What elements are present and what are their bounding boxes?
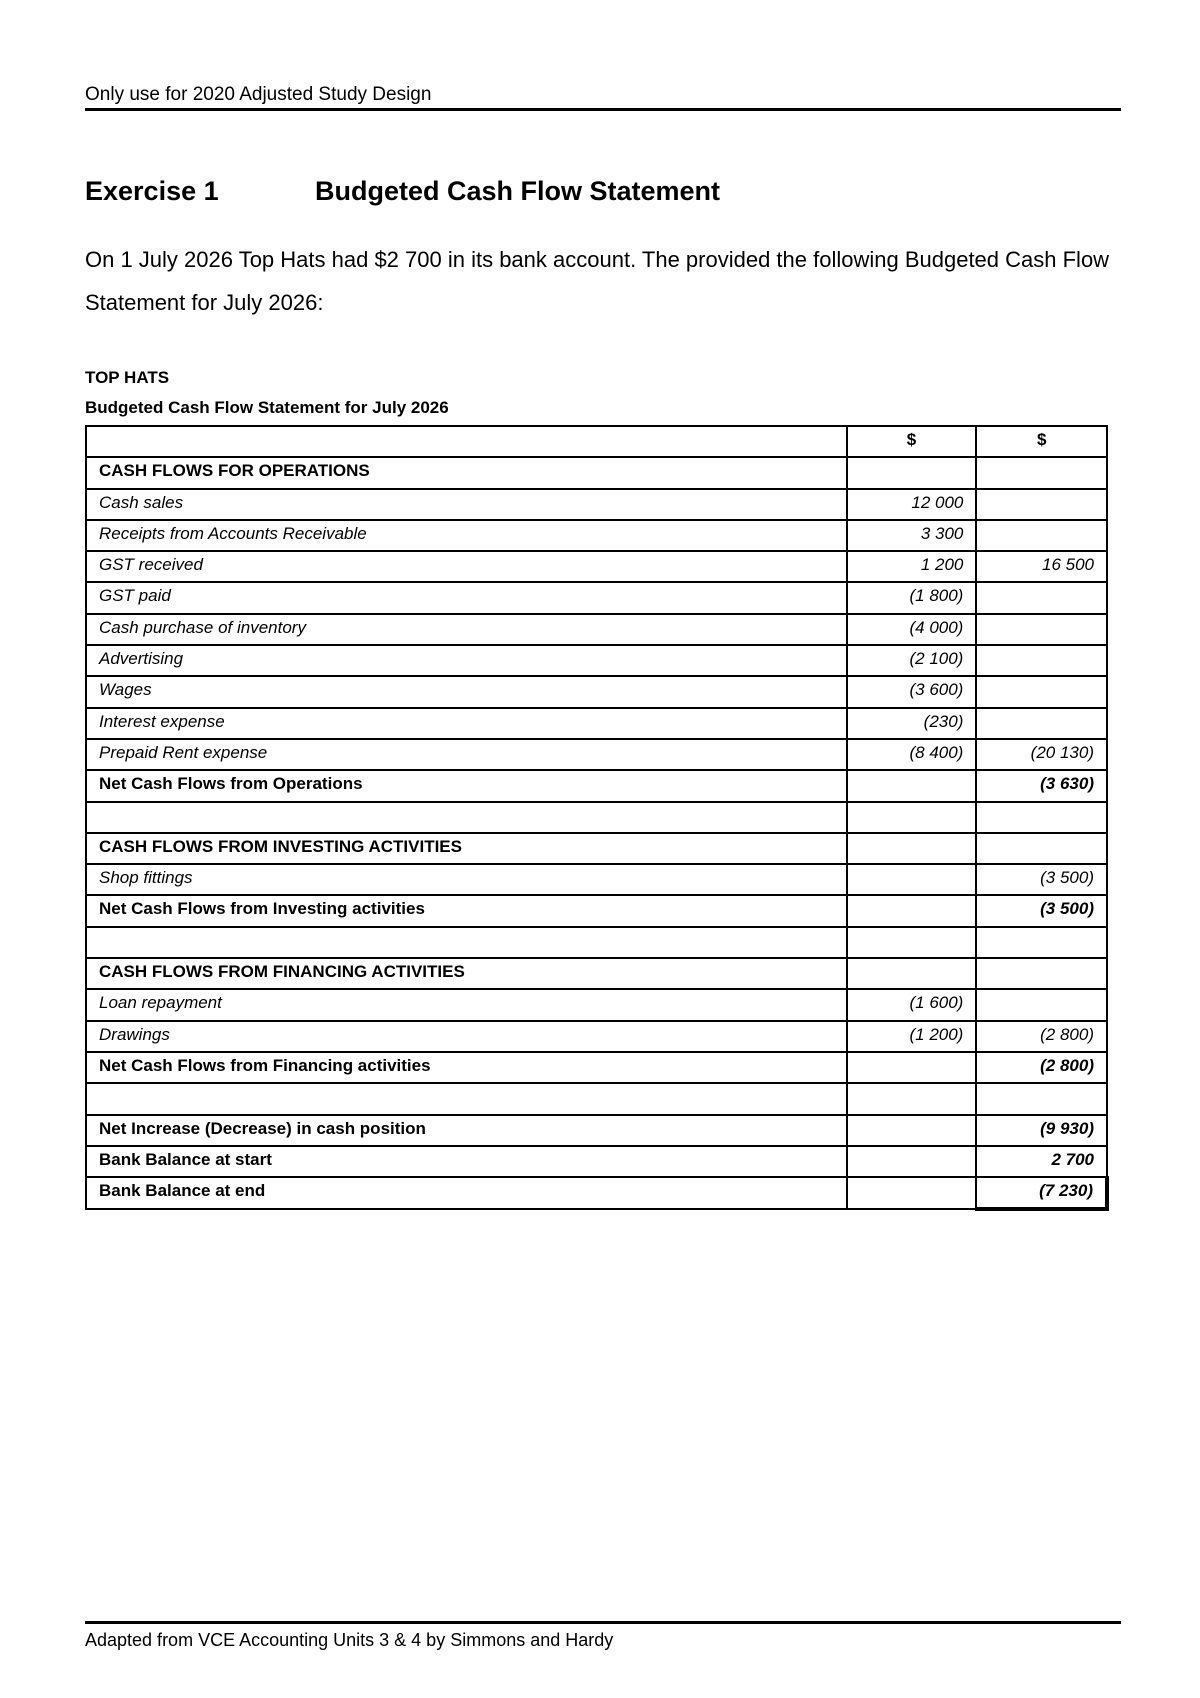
row-amount-2: 16 500 xyxy=(976,551,1107,582)
table-row xyxy=(86,770,1107,801)
row-amount-2 xyxy=(976,927,1107,958)
table-row xyxy=(86,739,1107,770)
row-amount-1: (230) xyxy=(847,708,977,739)
row-label: Bank Balance at end xyxy=(86,1177,847,1209)
row-label: CASH FLOWS FROM FINANCING ACTIVITIES xyxy=(86,958,847,989)
row-amount-1 xyxy=(847,1052,977,1083)
table-row xyxy=(86,927,1107,958)
row-label: Interest expense xyxy=(86,708,847,739)
exercise-number: Exercise 1 xyxy=(85,176,219,206)
row-label: Wages xyxy=(86,676,847,707)
row-label: Net Cash Flows from Financing activities xyxy=(86,1052,847,1083)
row-amount-1: (3 600) xyxy=(847,676,977,707)
row-amount-1 xyxy=(847,1177,977,1209)
row-amount-2: (7 230) xyxy=(976,1177,1107,1209)
row-label: Advertising xyxy=(86,645,847,676)
table-row xyxy=(86,676,1107,707)
row-amount-1 xyxy=(847,457,977,488)
statement-title: Budgeted Cash Flow Statement for July 2026 xyxy=(85,398,449,417)
row-label: CASH FLOWS FROM INVESTING ACTIVITIES xyxy=(86,833,847,864)
row-amount-2 xyxy=(976,989,1107,1020)
row-label: Shop fittings xyxy=(86,864,847,895)
row-amount-1 xyxy=(847,864,977,895)
intro-paragraph: On 1 July 2026 Top Hats had $2 700 in its bank account. The provided the following Budgeted Cash Flow Statement for July 2026: xyxy=(85,247,1110,315)
row-amount-2 xyxy=(976,708,1107,739)
table-row xyxy=(86,1177,1107,1209)
row-label xyxy=(86,1083,847,1114)
table-row xyxy=(86,708,1107,739)
row-amount-1 xyxy=(847,833,977,864)
row-amount-2: (9 930) xyxy=(976,1115,1107,1146)
row-label: Cash purchase of inventory xyxy=(86,614,847,645)
row-amount-2: 2 700 xyxy=(976,1146,1107,1177)
table-header-row xyxy=(86,426,1107,457)
row-amount-2 xyxy=(976,489,1107,520)
row-amount-2 xyxy=(976,676,1107,707)
table-row xyxy=(86,989,1107,1020)
row-amount-2 xyxy=(976,645,1107,676)
page-footer: Adapted from VCE Accounting Units 3 & 4 by Simmons and Hardy xyxy=(85,1630,614,1650)
cash-flow-table xyxy=(85,425,1109,1211)
row-amount-2 xyxy=(976,802,1107,833)
table-row xyxy=(86,520,1107,551)
row-label: Loan repayment xyxy=(86,989,847,1020)
row-amount-1 xyxy=(847,1146,977,1177)
row-amount-1: (1 600) xyxy=(847,989,977,1020)
row-amount-1 xyxy=(847,927,977,958)
footer-divider xyxy=(85,1621,1121,1624)
row-label: Drawings xyxy=(86,1021,847,1052)
table-row xyxy=(86,895,1107,926)
row-amount-2 xyxy=(976,582,1107,613)
table-row xyxy=(86,1083,1107,1114)
table-row xyxy=(86,1115,1107,1146)
row-amount-2 xyxy=(976,614,1107,645)
row-amount-1: (4 000) xyxy=(847,614,977,645)
row-amount-2 xyxy=(976,1083,1107,1114)
table-row xyxy=(86,1146,1107,1177)
row-amount-1: (1 800) xyxy=(847,582,977,613)
table-row xyxy=(86,614,1107,645)
row-label: Net Cash Flows from Operations xyxy=(86,770,847,801)
table-row xyxy=(86,864,1107,895)
row-label: GST received xyxy=(86,551,847,582)
row-label: Prepaid Rent expense xyxy=(86,739,847,770)
row-amount-2 xyxy=(976,833,1107,864)
table-row xyxy=(86,551,1107,582)
row-amount-1 xyxy=(847,958,977,989)
row-amount-2: (3 500) xyxy=(976,864,1107,895)
row-amount-2: (2 800) xyxy=(976,1052,1107,1083)
row-label xyxy=(86,927,847,958)
page-header: Only use for 2020 Adjusted Study Design xyxy=(85,84,432,105)
row-amount-1 xyxy=(847,1115,977,1146)
header-cell-label xyxy=(86,426,847,457)
row-label: Net Cash Flows from Investing activities xyxy=(86,895,847,926)
row-label: Receipts from Accounts Receivable xyxy=(86,520,847,551)
row-amount-1: 12 000 xyxy=(847,489,977,520)
table-row xyxy=(86,1052,1107,1083)
header-cell-dollar-1: $ xyxy=(847,426,977,457)
exercise-heading xyxy=(85,176,721,207)
table-row xyxy=(86,802,1107,833)
row-amount-2 xyxy=(976,520,1107,551)
row-amount-2 xyxy=(976,457,1107,488)
row-amount-1: (1 200) xyxy=(847,1021,977,1052)
table-row xyxy=(86,1021,1107,1052)
row-label: Net Increase (Decrease) in cash position xyxy=(86,1115,847,1146)
header-divider xyxy=(85,108,1121,111)
row-label: CASH FLOWS FOR OPERATIONS xyxy=(86,457,847,488)
header-cell-dollar-2: $ xyxy=(976,426,1107,457)
row-amount-1 xyxy=(847,802,977,833)
table-row xyxy=(86,457,1107,488)
row-amount-1 xyxy=(847,1083,977,1114)
company-name: TOP HATS xyxy=(85,368,170,387)
exercise-title: Budgeted Cash Flow Statement xyxy=(315,176,721,206)
table-row xyxy=(86,645,1107,676)
table-row xyxy=(86,582,1107,613)
row-amount-1: (2 100) xyxy=(847,645,977,676)
row-amount-1 xyxy=(847,895,977,926)
table-row xyxy=(86,489,1107,520)
row-label: GST paid xyxy=(86,582,847,613)
row-amount-2: (2 800) xyxy=(976,1021,1107,1052)
table-row xyxy=(86,958,1107,989)
row-amount-2 xyxy=(976,958,1107,989)
row-amount-2: (3 500) xyxy=(976,895,1107,926)
row-label xyxy=(86,802,847,833)
row-amount-1: 1 200 xyxy=(847,551,977,582)
row-label: Cash sales xyxy=(86,489,847,520)
row-amount-1 xyxy=(847,770,977,801)
row-amount-1: (8 400) xyxy=(847,739,977,770)
row-amount-2: (3 630) xyxy=(976,770,1107,801)
row-amount-1: 3 300 xyxy=(847,520,977,551)
table-row xyxy=(86,833,1107,864)
row-amount-2: (20 130) xyxy=(976,739,1107,770)
row-label: Bank Balance at start xyxy=(86,1146,847,1177)
